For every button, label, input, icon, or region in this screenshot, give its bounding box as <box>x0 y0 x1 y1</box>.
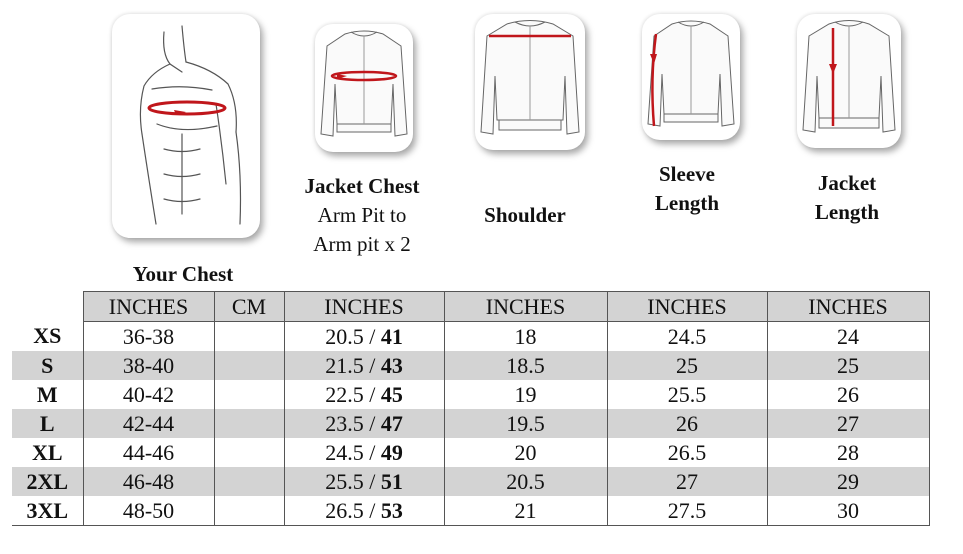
length-cell: 30 <box>767 496 929 526</box>
shoulder-icon <box>475 14 585 150</box>
shoulder-cell: 20 <box>444 438 607 467</box>
sleeve-cell: 25.5 <box>607 380 767 409</box>
cm-cell <box>214 380 284 409</box>
table-row <box>12 496 929 526</box>
chest-cell: 44-46 <box>83 438 214 467</box>
label-jacket-length <box>782 169 912 227</box>
sleeve-line-1: Sleeve <box>659 162 715 186</box>
sleeve-length-illustration <box>642 14 740 140</box>
table-corner <box>12 292 83 322</box>
table-row <box>12 380 929 409</box>
size-cell: M <box>12 380 83 409</box>
sleeve-cell: 26 <box>607 409 767 438</box>
sleeve-line-2: Length <box>654 191 720 215</box>
length-cell: 28 <box>767 438 929 467</box>
sleeve-cell: 27 <box>607 467 767 496</box>
label-shoulder: Shoulder <box>484 203 566 227</box>
sleeve-icon <box>642 14 740 140</box>
sleeve-cell: 24.5 <box>607 322 767 352</box>
table-header-row <box>12 292 929 322</box>
chest-cell: 36-38 <box>83 322 214 352</box>
label-sleeve-length <box>622 160 752 218</box>
shoulder-cell: 18 <box>444 322 607 352</box>
sleeve-cell: 25 <box>607 351 767 380</box>
length-cell: 26 <box>767 380 929 409</box>
jacket-chest-title: Jacket Chest <box>304 174 420 198</box>
jacket-chest-cell: 25.5 / 51 <box>284 467 444 496</box>
torso-figure-icon <box>112 14 260 238</box>
cm-cell <box>214 322 284 352</box>
header-jacket-chest-inches: INCHES <box>284 292 444 322</box>
header-sleeve-inches: INCHES <box>607 292 767 322</box>
header-chest-cm: CM <box>214 292 284 322</box>
shoulder-cell: 19.5 <box>444 409 607 438</box>
cm-cell <box>214 351 284 380</box>
cm-cell <box>214 467 284 496</box>
cm-cell <box>214 438 284 467</box>
shoulder-cell: 19 <box>444 380 607 409</box>
size-cell: XL <box>12 438 83 467</box>
table-row <box>12 322 929 352</box>
header-shoulder-inches: INCHES <box>444 292 607 322</box>
length-cell: 25 <box>767 351 929 380</box>
length-cell: 29 <box>767 467 929 496</box>
jacket-chest-icon <box>315 24 413 152</box>
size-cell: XS <box>12 322 83 352</box>
table-row <box>12 409 929 438</box>
size-cell: L <box>12 409 83 438</box>
length-cell: 24 <box>767 322 929 352</box>
jacket-length-line-2: Length <box>814 200 880 224</box>
size-cell: S <box>12 351 83 380</box>
jacket-chest-cell: 22.5 / 45 <box>284 380 444 409</box>
chest-cell: 48-50 <box>83 496 214 526</box>
jacket-length-line-1: Jacket <box>817 171 877 195</box>
table-row <box>12 467 929 496</box>
chest-cell: 38-40 <box>83 351 214 380</box>
your-chest-illustration <box>112 14 260 238</box>
jacket-chest-sub-1: Arm Pit to <box>317 203 407 227</box>
size-cell: 2XL <box>12 467 83 496</box>
table-row <box>12 438 929 467</box>
shoulder-cell: 21 <box>444 496 607 526</box>
label-jacket-chest <box>282 172 442 259</box>
header-length-inches: INCHES <box>767 292 929 322</box>
size-chart-table <box>12 291 930 526</box>
shoulder-illustration <box>475 14 585 150</box>
jacket-length-icon <box>797 14 901 148</box>
jacket-chest-cell: 24.5 / 49 <box>284 438 444 467</box>
sleeve-cell: 26.5 <box>607 438 767 467</box>
jacket-length-illustration <box>797 14 901 148</box>
header-chest-inches: INCHES <box>83 292 214 322</box>
sleeve-cell: 27.5 <box>607 496 767 526</box>
length-cell: 27 <box>767 409 929 438</box>
jacket-chest-cell: 20.5 / 41 <box>284 322 444 352</box>
jacket-chest-cell: 26.5 / 53 <box>284 496 444 526</box>
shoulder-cell: 18.5 <box>444 351 607 380</box>
chest-cell: 40-42 <box>83 380 214 409</box>
jacket-chest-cell: 23.5 / 47 <box>284 409 444 438</box>
cm-cell <box>214 496 284 526</box>
shoulder-cell: 20.5 <box>444 467 607 496</box>
cm-cell <box>214 409 284 438</box>
jacket-chest-sub-2: Arm pit x 2 <box>313 232 411 256</box>
jacket-chest-illustration <box>315 24 413 152</box>
size-cell: 3XL <box>12 496 83 526</box>
label-your-chest: Your Chest <box>132 262 234 286</box>
table-row <box>12 351 929 380</box>
jacket-chest-cell: 21.5 / 43 <box>284 351 444 380</box>
chest-cell: 42-44 <box>83 409 214 438</box>
chest-cell: 46-48 <box>83 467 214 496</box>
